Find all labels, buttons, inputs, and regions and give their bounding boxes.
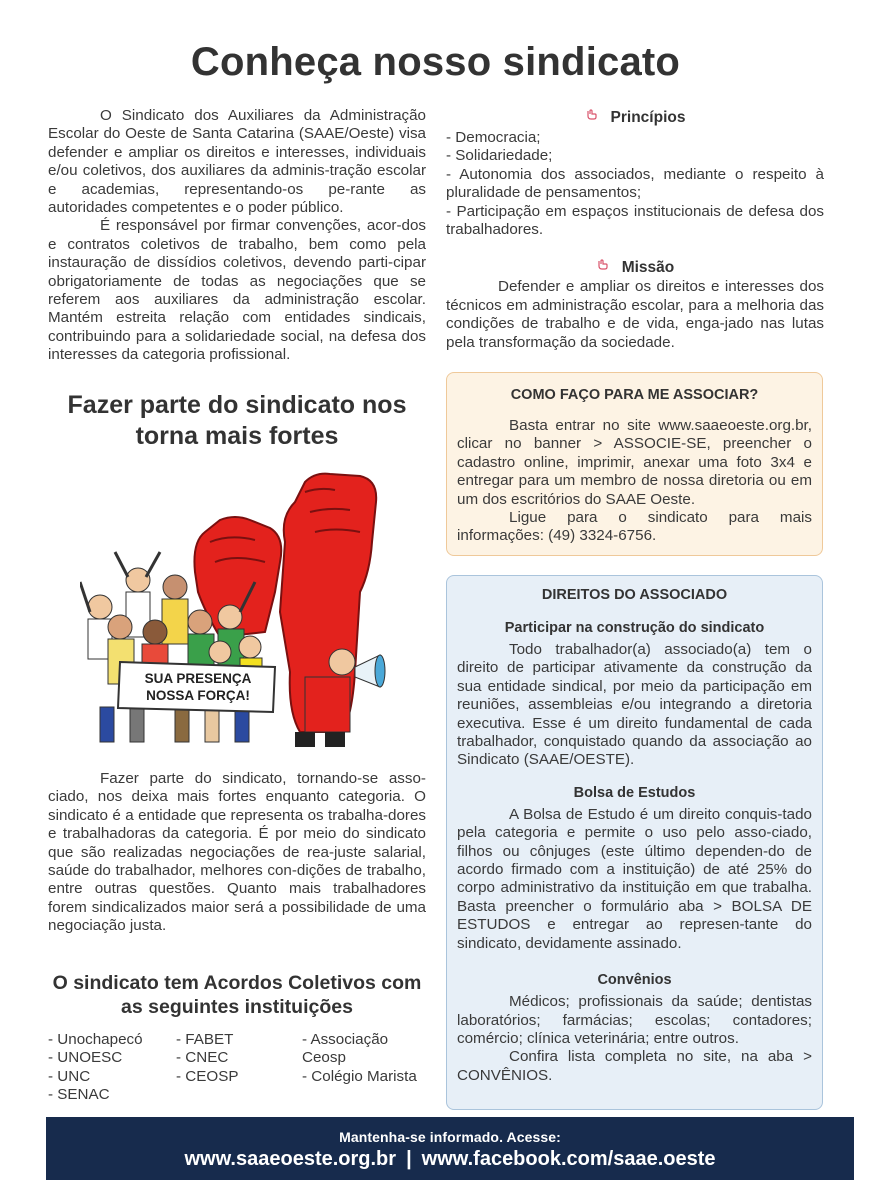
hand-pointer-icon: [585, 107, 599, 127]
institutions-column: [302, 1031, 432, 1086]
institution-item: - FABET: [176, 1031, 234, 1048]
mission-text: Defender e ampliar os direitos e interesses dos técnicos em administração escolar, para a melhoria das condições de trabalho e de vida, enga-jado nas lutas pela transformação da sociedade.: [446, 278, 824, 351]
institution-item: - Unochapecó: [48, 1031, 143, 1048]
agreements-heading: O sindicato tem Acordos Coletivos com as seguintes instituições: [52, 972, 422, 1018]
principles-list: [446, 129, 824, 239]
footer-links: [46, 1147, 854, 1171]
mission-heading-text: Missão: [621, 259, 675, 277]
institution-item: - Associação Ceosp: [302, 1031, 389, 1067]
how-to-join-contact: Ligue para o sindicato para mais informações: (49) 3324-6756.: [457, 509, 812, 545]
principle-item: - Autonomia dos associados, mediante o respeito à pluralidade de pensamentos;: [446, 165, 824, 202]
institution-item: - UNOESC: [48, 1049, 123, 1067]
rights-section-text: Todo trabalhador(a) associado(a) tem o direito de participar ativamente da construção da sua entidade sindical, por meio da participação em reuniões, assembleias e/ou integrando a diretoria executiva. Esse é um direito fundamental de cada trabalhador, conquistado quando da associação ao Sindicato (SAAE/OESTE).: [457, 641, 812, 769]
rally-illustration: [80, 462, 400, 757]
intro-paragraph: É responsável por firmar convenções, acor-dos e contratos coletivos de trabalho, bem como pela instauração de dissídios coletivos, devendo parti-cipar obrigatoriamente de todas as negociações que se referem aos auxiliares da administração escolar. Mantém estreita relação com entidades sindicais, contribuindo para a solidariedade social, na defesa dos interesses da categoria profissional.: [48, 217, 426, 364]
institutions-list: [48, 1031, 438, 1111]
mission-heading: [446, 257, 824, 278]
principle-item: - Solidariedade;: [446, 147, 553, 165]
principle-item: - Participação em espaços institucionais de defesa dos trabalhadores.: [446, 202, 824, 239]
link-separator: |: [406, 1148, 412, 1170]
rights-section-heading: Participar na construção do sindicato: [504, 620, 765, 636]
footer-tagline: Mantenha-se informado. Acesse:: [339, 1129, 561, 1145]
website-link[interactable]: www.saaeoeste.org.br: [184, 1148, 397, 1170]
institution-item: - SENAC: [48, 1086, 110, 1104]
hand-pointer-icon: [596, 257, 610, 277]
institutions-column: [48, 1031, 143, 1105]
how-to-join-box: [446, 372, 823, 556]
intro-paragraph: O Sindicato dos Auxiliares da Administração Escolar do Oeste de Santa Catarina (SAAE/Oeste) visa defender e ampliar os direitos e interesses, individuais e/ou coletivos, dos auxiliares da adminis-tração escolar e academias, representando-os pe-rante as autoridades competentes e o poder público.: [48, 107, 426, 217]
footer-bar: [46, 1117, 854, 1180]
how-to-join-text: Basta entrar no site www.saaeoeste.org.br, clicar no banner > ASSOCIE-SE, preencher o cadastro online, imprimir, anexar uma foto 3x4 e entregar para um membro de nossa diretoria ou em um dos escritórios do SAAE Oeste.: [457, 417, 812, 508]
facebook-link[interactable]: www.facebook.com/saae.oeste: [421, 1148, 716, 1170]
membership-text: Fazer parte do sindicato, tornando-se asso-ciado, nos deixa mais fortes enquanto categoria. O sindicato é a entidade que representa os trabalha-dores e trabalhadoras da categoria. É por meio do sindicato que são realizadas negociações de rea-juste salarial, saúde do trabalhador, melhores con-dições de trabalho, entre outras questões. Quanto mais trabalhadores forem sindicalizados maior será a possibilidade de uma negociação justa.: [48, 770, 426, 935]
principles-mission-section: [446, 107, 824, 352]
institution-item: - Colégio Marista: [302, 1067, 417, 1085]
principles-heading-text: Princípios: [610, 109, 686, 126]
principle-item: - Democracia;: [446, 129, 541, 146]
banner-text: SUA PRESENÇA NOSSA FORÇA!: [144, 671, 252, 703]
rights-section-text: A Bolsa de Estudo é um direito conquis-tado pela categoria e permite o uso pelo asso-ciado, filhos ou cônjuges (este último dependen-do de acordo firmado com a instituição) de até 25% do corpo administrativo da instituição em que trabalha. Basta preencher o formulário aba > BOLSA DE ESTUDOS e entregar ao represen-tante do sindicato, devidamente assinado.: [457, 805, 812, 952]
page-title: Conheça nosso sindicato: [190, 40, 681, 84]
how-to-join-title: COMO FAÇO PARA ME ASSOCIAR?: [510, 387, 759, 403]
rights-section-text: Médicos; profissionais da saúde; dentistas laboratórios; farmácias; escolas; contadores; comércio; clínica veterinária; entre outros.: [457, 993, 812, 1047]
institution-item: - CEOSP: [176, 1067, 239, 1085]
principles-heading: [446, 107, 824, 128]
rights-section-heading: Bolsa de Estudos: [573, 784, 696, 801]
rights-section-text: Confira lista completa no site, na aba > CONVÊNIOS.: [457, 1048, 812, 1084]
rights-section-heading: Convênios: [597, 972, 672, 989]
institution-item: - UNC: [48, 1067, 91, 1085]
membership-heading: Fazer parte do sindicato nos torna mais fortes: [67, 391, 407, 450]
intro-section: [48, 107, 426, 365]
member-rights-title: DIREITOS DO ASSOCIADO: [541, 587, 728, 603]
member-rights-box: [446, 575, 823, 1110]
institutions-column: [176, 1031, 238, 1086]
institution-item: - CNEC: [176, 1049, 229, 1067]
